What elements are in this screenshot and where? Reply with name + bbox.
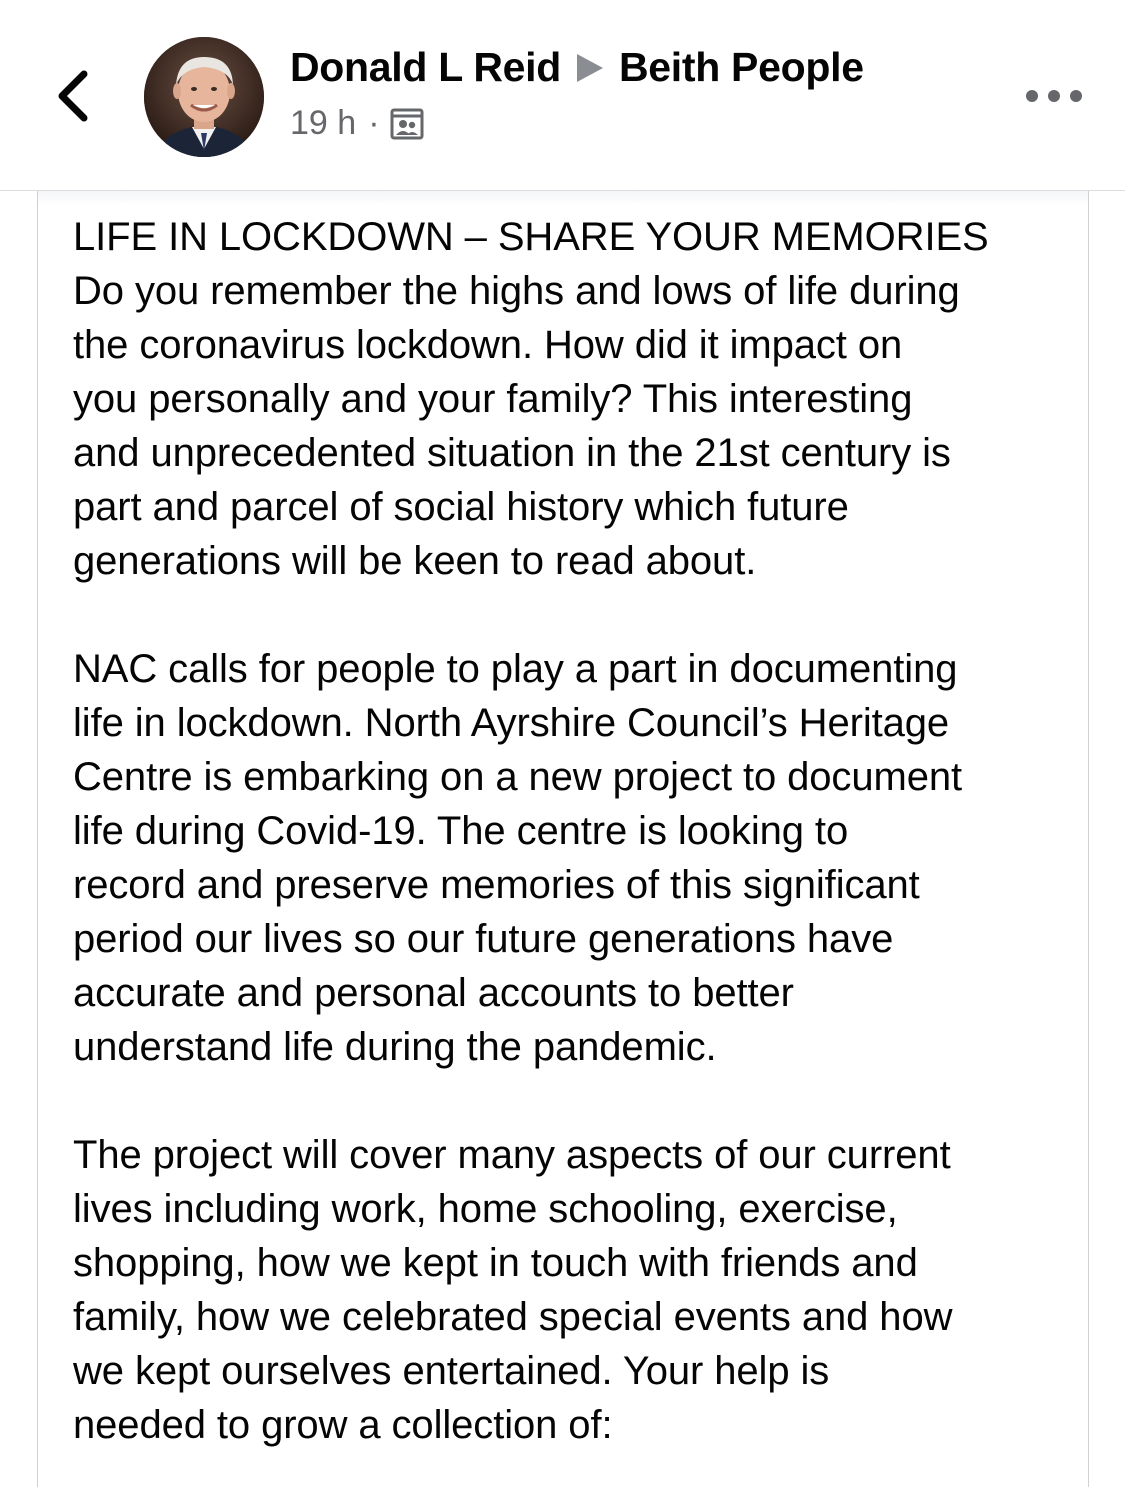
text-line: Centre is embarking on a new project to document [73, 755, 963, 799]
post-meta [290, 104, 424, 143]
text-line: accurate and personal accounts to better [73, 971, 794, 1015]
text-line: the coronavirus lockdown. How did it impact on [73, 323, 903, 367]
author-avatar[interactable] [144, 37, 264, 157]
text-line: and unprecedented situation in the 21st century is [73, 431, 951, 475]
group-audience-icon [390, 107, 424, 141]
text-line: life in lockdown. North Ayrshire Council’s Heritage [73, 701, 950, 745]
text-line: life during Covid-19. The centre is looking to [73, 809, 849, 853]
back-button[interactable] [44, 58, 100, 134]
group-name[interactable]: Beith People [618, 44, 864, 90]
more-options-button[interactable] [1026, 80, 1082, 112]
post-paragraph-2 [73, 642, 1083, 1074]
text-line: The project will cover many aspects of our current [73, 1133, 951, 1177]
text-line: we kept ourselves entertained. Your help is [73, 1349, 830, 1393]
text-line: generations will be keen to read about. [73, 539, 757, 583]
post-headline: LIFE IN LOCKDOWN – SHARE YOUR MEMORIES [73, 215, 989, 259]
text-line: NAC calls for people to play a part in documenting [73, 647, 958, 691]
text-line: understand life during the pandemic. [73, 1025, 717, 1069]
meta-separator: · [368, 104, 380, 142]
post-header [0, 0, 1125, 191]
more-dot-icon [1048, 90, 1060, 102]
text-line: record and preserve memories of this significant [73, 863, 920, 907]
text-line: family, how we celebrated special events and how [73, 1295, 953, 1339]
text-line: Do you remember the highs and lows of life during [73, 269, 960, 313]
post-timestamp[interactable]: 19 h [290, 104, 357, 142]
post-author-line [290, 44, 864, 91]
chevron-left-icon [54, 70, 90, 122]
post-text [73, 210, 1083, 1506]
avatar-photo [144, 37, 264, 157]
text-line: lives including work, home schooling, exercise, [73, 1187, 898, 1231]
text-line: shopping, how we kept in touch with friends and [73, 1241, 918, 1285]
post-paragraph-3 [73, 1128, 1083, 1452]
more-dot-icon [1026, 90, 1038, 102]
text-line: needed to grow a collection of: [73, 1403, 613, 1447]
shared-to-arrow-icon [577, 54, 603, 82]
text-line: you personally and your family? This interesting [73, 377, 913, 421]
author-name[interactable]: Donald L Reid [290, 44, 561, 90]
text-line: part and parcel of social history which future [73, 485, 849, 529]
text-line: period our lives so our future generations have [73, 917, 894, 961]
post-paragraph-1 [73, 210, 1083, 588]
more-dot-icon [1070, 90, 1082, 102]
